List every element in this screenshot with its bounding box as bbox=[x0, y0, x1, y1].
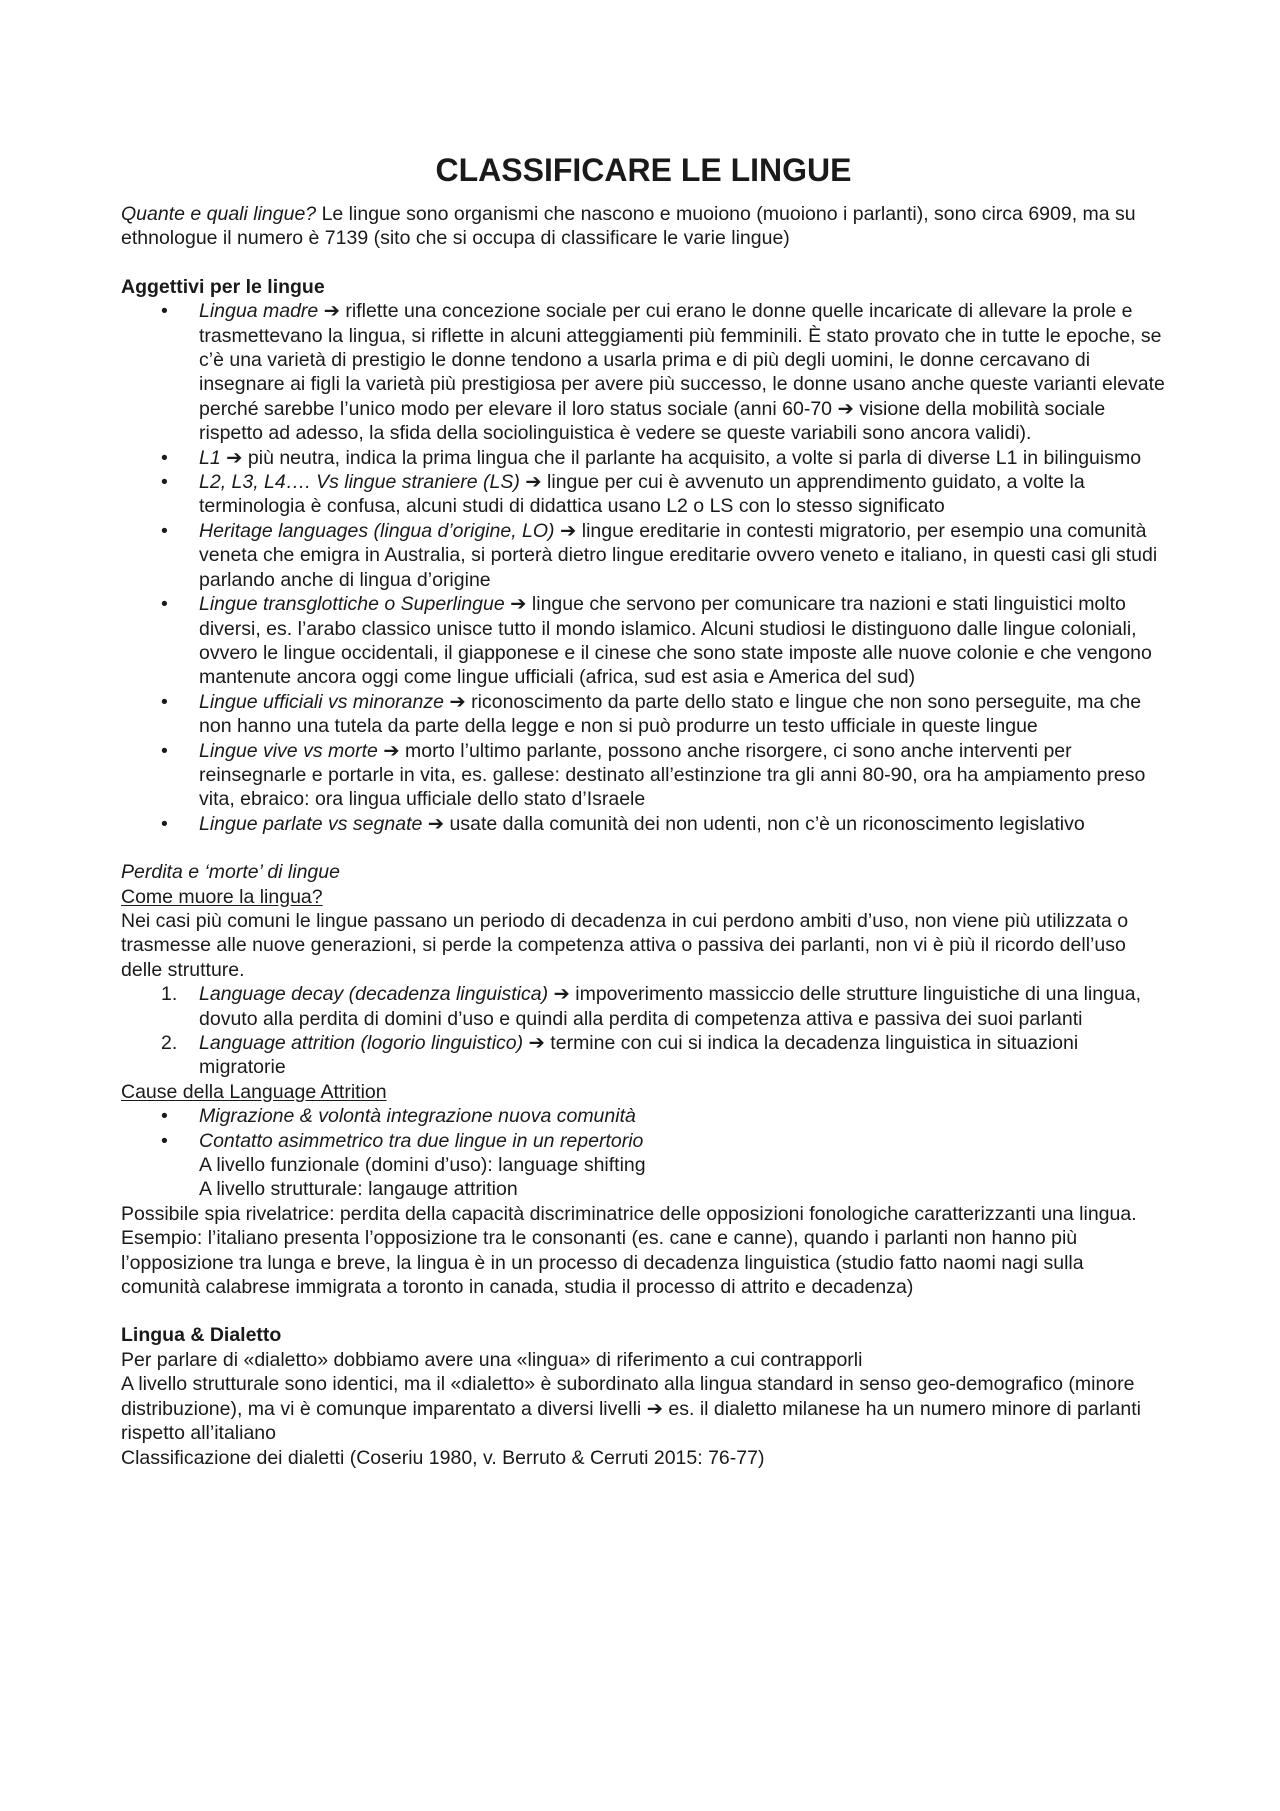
perdita-paragraph: Nei casi più comuni le lingue passano un periodo di decadenza in cui perdono ambiti d’uso, non viene più utilizzata o trasmesse alle nuove generazioni, si perde la competenza attiva o passiva dei parlanti, non vi è più il ricordo dell’uso delle strutture. bbox=[121, 909, 1129, 981]
section-heading-aggettivi: Aggettivi per le lingue bbox=[121, 275, 325, 298]
list-item-text: termine con cui si indica la decadenza linguistica in situazioni migratorie bbox=[199, 1032, 1079, 1079]
list-item-number: 2. bbox=[161, 1032, 178, 1054]
arrow-icon: ➔ bbox=[383, 739, 400, 762]
dialetto-text: A livello strutturale sono identici, ma il «dialetto» è subordinato alla lingua standard in senso geo-demografico (minore distribuzione), ma vi è comunque imparentato a diversi livelli bbox=[121, 1373, 1135, 1420]
list-item-term: L2, L3, L4…. Vs lingue straniere (LS) bbox=[199, 471, 520, 494]
section-heading-dialetto: Lingua & Dialetto bbox=[121, 1324, 282, 1347]
list-item-term: Lingue parlate vs segnate bbox=[199, 812, 423, 835]
list-item bbox=[199, 299, 1166, 445]
list-item-term: Lingue vive vs morte bbox=[199, 739, 378, 762]
spia-paragraph: Possibile spia rivelatrice: perdita della capacità discriminatrice delle opposizioni fonologiche caratterizzanti una lingua. Esempio: l’italiano presenta l’opposizione tra le consonanti (es. cane e canne), quando i parlanti non hanno più l’opposizione tra lunga e breve, la lingua è in un processo di decadenza linguistica (studio fatto naomi nagi sulla comunità calabrese immigrata a toronto in canada, studia il processo di attrito e decadenza) bbox=[121, 1202, 1137, 1299]
dialetto-line: Per parlare di «dialetto» dobbiamo avere una «lingua» di riferimento a cui contrapporli bbox=[121, 1348, 863, 1371]
list-item-text: lingue ereditarie in contesti migratorio, per esempio una comunità veneta che emigra in Australia, si porterà dietro lingue ereditarie ovvero veneto e italiano, in questi casi gli studi parlando anche di lingua d’origine bbox=[199, 519, 1158, 591]
subheading-come-muore-text: Come muore la lingua? bbox=[121, 885, 323, 908]
list-item bbox=[199, 812, 1166, 836]
list-item-text: riflette una concezione sociale per cui erano le donne quelle incaricate di allevare la prole e trasmettevano la lingua, si riflette in alcuni atteggiamenti più femminili. È stato provato che in tutte le epoche, se c’è una varietà di prestigio le donne tendono a usarla prima e di più degli uomini, le donne cercavano di insegnare ai figli la varietà più prestigiosa per avere più successo, le donne usano anche queste varianti elevate perché sarebbe l’unico modo per elevare il loro status sociale (anni 60-70 bbox=[199, 300, 1165, 420]
list-item bbox=[199, 519, 1166, 592]
list-item-term: Heritage languages (lingua d’origine, LO) bbox=[199, 519, 555, 542]
arrow-icon: ➔ bbox=[646, 1397, 663, 1420]
intro-paragraph bbox=[121, 202, 1166, 251]
arrow-icon: ➔ bbox=[449, 690, 466, 713]
list-item bbox=[199, 739, 1166, 812]
arrow-icon: ➔ bbox=[553, 983, 570, 1006]
arrow-icon: ➔ bbox=[226, 446, 243, 469]
list-item-text: visione della mobilità sociale rispetto ad adesso, la sfida della sociolinguistica è vedere se queste variabili sono ancora validi). bbox=[199, 397, 1106, 445]
list-item-term: Lingue transglottiche o Superlingue bbox=[199, 593, 505, 616]
section-heading-perdita bbox=[121, 860, 1166, 884]
dialetto-text: es. il dialetto milanese ha un numero minore di parlanti rispetto all’italiano bbox=[121, 1397, 1142, 1445]
subheading-come-muore bbox=[121, 885, 1166, 909]
arrow-icon: ➔ bbox=[427, 812, 445, 835]
page-title: CLASSIFICARE LE LINGUE bbox=[435, 152, 852, 188]
list-item-text: riconoscimento da parte dello stato e lingue che non sono perseguite, ma che non hanno una tutela da parte della legge e non si può produrre un testo ufficiale in queste lingue bbox=[199, 690, 1142, 738]
aggettivi-list bbox=[121, 299, 1166, 836]
list-item bbox=[161, 1031, 1166, 1080]
list-item-text: morto l’ultimo parlante, possono anche risorgere, ci sono anche interventi per reinsegnarle e portarle in vita, es. gallese: destinato all’estinzione tra gli anni 80-90, ora ha ampiamento preso vita, ebraico: ora lingua ufficiale dello stato d’Israele bbox=[199, 739, 1146, 811]
arrow-icon: ➔ bbox=[837, 397, 854, 420]
list-item bbox=[161, 982, 1166, 1031]
section-heading-perdita-text: Perdita e ‘morte’ di lingue bbox=[121, 861, 340, 884]
list-item bbox=[199, 690, 1166, 739]
arrow-icon: ➔ bbox=[525, 471, 542, 494]
intro-text: Le lingue sono organismi che nascono e muoiono (muoiono i parlanti), sono circa 6909, ma su ethnologue il numero è 7139 (sito che si occupa di classificare le varie lingue) bbox=[121, 203, 1136, 250]
list-item-text: impoverimento massiccio delle strutture linguistiche di una lingua, dovuto alla perdita di domini d’uso e quindi alla perdita di competenza attiva e passiva dei suoi parlanti bbox=[199, 983, 1142, 1030]
list-item-term: Lingua madre bbox=[199, 300, 319, 323]
list-item-term: Lingue ufficiali vs minoranze bbox=[199, 690, 444, 713]
arrow-icon: ➔ bbox=[559, 519, 577, 542]
arrow-icon: ➔ bbox=[323, 300, 341, 323]
document-content bbox=[121, 150, 1166, 1470]
cause-subline: A livello funzionale (domini d’uso): language shifting bbox=[199, 1154, 646, 1177]
list-item-number: 1. bbox=[161, 983, 178, 1006]
intro-lead: Quante e quali lingue? bbox=[121, 203, 317, 225]
list-item-text: lingue che servono per comunicare tra nazioni e stati linguistici molto diversi, es. l’arabo classico unisce tutto il mondo islamico. Alcuni studiosi le distinguono dalle lingue coloniali, ovvero le lingue occidentali, il giapponese e il cinese che sono state imposte alle nuove colonie e che vengono mantenute ancora oggi come lingue ufficiali (africa, sud est asia e America del sud) bbox=[199, 593, 1152, 689]
list-item bbox=[199, 1129, 1166, 1153]
list-item-term: Language attrition (logorio linguistico) bbox=[199, 1032, 524, 1054]
list-item-text: Migrazione & volontà integrazione nuova comunità bbox=[199, 1105, 636, 1128]
list-item bbox=[199, 592, 1166, 690]
cause-list bbox=[121, 1104, 1166, 1153]
list-item-term: L1 bbox=[199, 446, 221, 469]
list-item bbox=[199, 446, 1166, 470]
list-item-text: più neutra, indica la prima lingua che il parlante ha acquisito, a volte si parla di diverse L1 in bilinguismo bbox=[242, 446, 1142, 469]
arrow-icon: ➔ bbox=[528, 1032, 545, 1054]
subheading-cause-text: Cause della Language Attrition bbox=[121, 1080, 387, 1103]
arrow-icon: ➔ bbox=[510, 593, 527, 616]
list-item-text: lingue per cui è avvenuto un apprendimento guidato, a volte la terminologia è confusa, alcuni studi di didattica usano L2 o LS con lo stesso significato bbox=[199, 471, 1085, 518]
subheading-cause bbox=[121, 1080, 1166, 1104]
list-item bbox=[199, 1104, 1166, 1128]
dialetto-line bbox=[121, 1372, 1166, 1445]
perdita-numbered-list bbox=[121, 982, 1166, 1080]
list-item bbox=[199, 470, 1166, 519]
dialetto-line: Classificazione dei dialetti (Coseriu 1980, v. Berruto & Cerruti 2015: 76-77) bbox=[121, 1446, 765, 1469]
list-item-term: Language decay (decadenza linguistica) bbox=[199, 983, 549, 1006]
cause-subline: A livello strutturale: langauge attrition bbox=[199, 1178, 518, 1201]
list-item-text: usate dalla comunità dei non udenti, non c’è un riconoscimento legislativo bbox=[444, 812, 1085, 835]
list-item-text: Contatto asimmetrico tra due lingue in un repertorio bbox=[199, 1129, 644, 1152]
